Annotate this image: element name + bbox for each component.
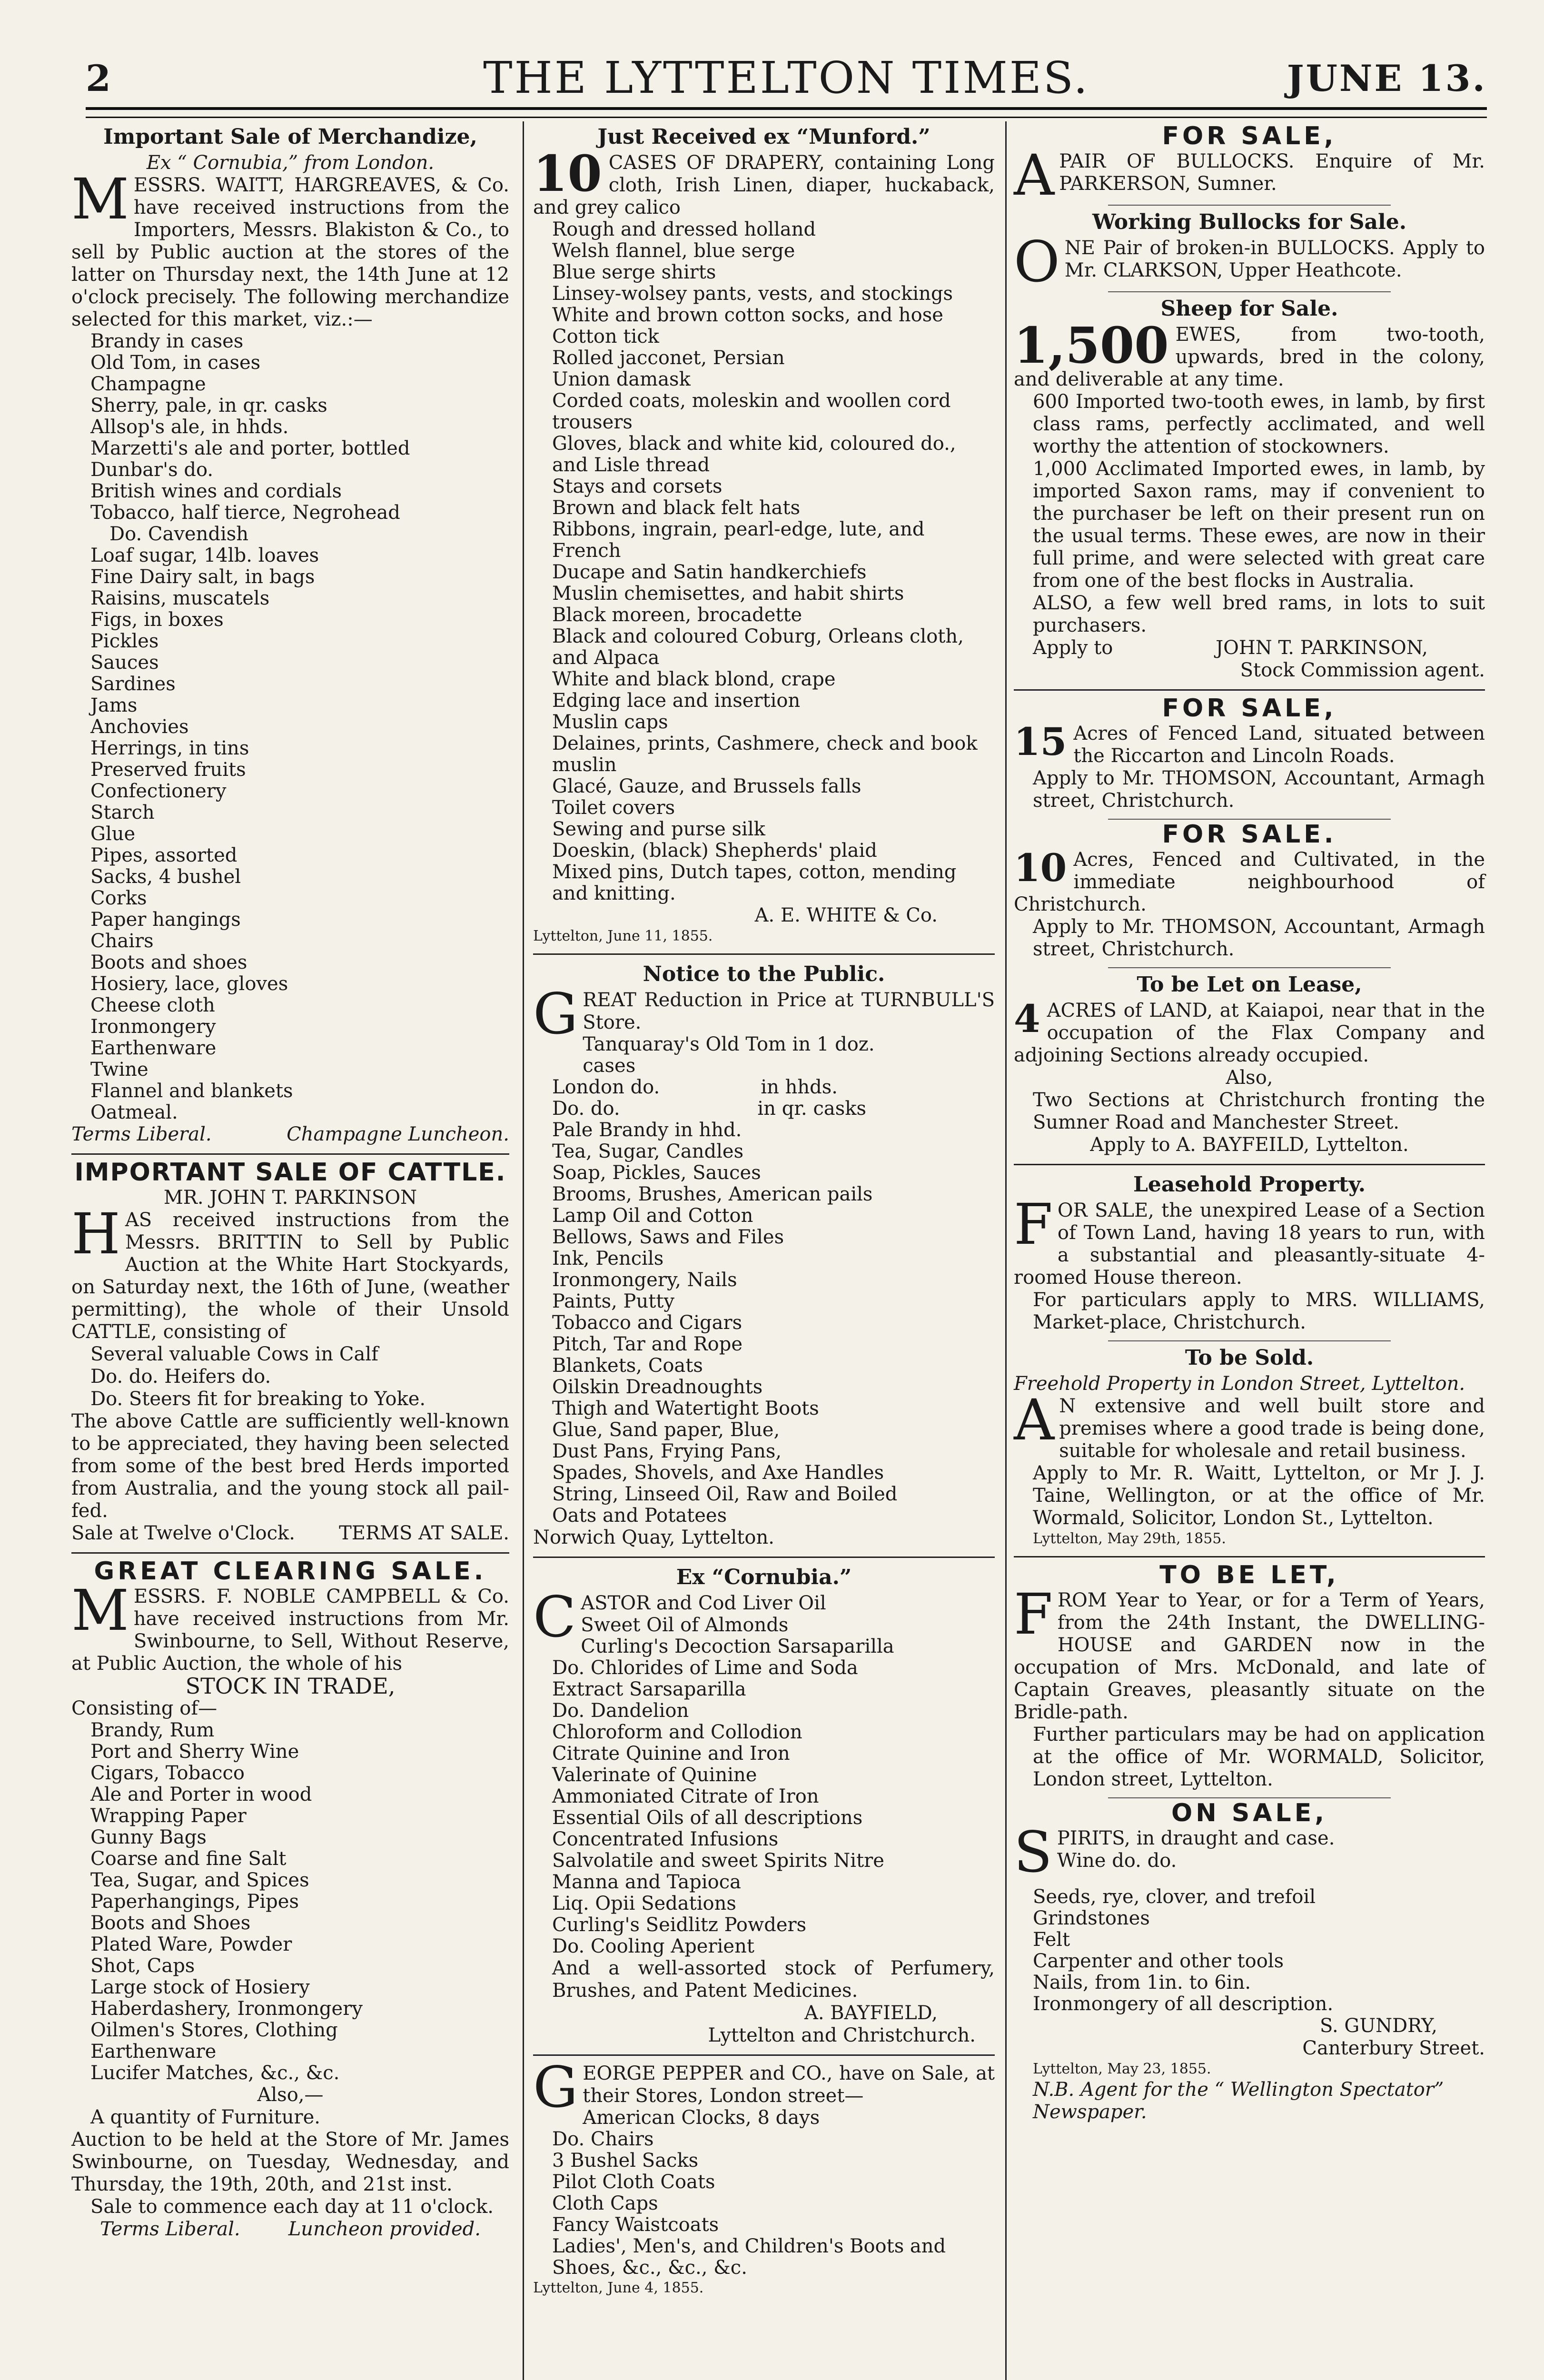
ad-sheep [1014, 296, 1485, 682]
apply: Apply to Mr. THOMSON, Accountant, Armagh street, Christchurch. [1033, 916, 1485, 960]
ad-munford [533, 124, 995, 946]
ad-body: AS received instructions from the Messrs. BRITTIN to Sell by Public Auction at the White Hart Stockyards, on Saturday next, the 16th of June, (weather permitting), the whole of their Unsold CATTLE, consisting of [71, 1209, 509, 1343]
list-item: Toilet covers [552, 797, 675, 819]
list-item: Oats and Potatees [552, 1505, 727, 1527]
list-item: Anchovies [90, 716, 189, 738]
list-item: Valerinate of Quinine [552, 1764, 757, 1786]
list-item: Extract Sarsaparilla [552, 1678, 746, 1700]
stock-list [71, 1720, 509, 2084]
ad-separator [1014, 1164, 1485, 1165]
ad-body: The above Cattle are sufficiently well-known to be appreciated, they having been selected from some of the best bred Herds imported from Australia, and the young stock all pail-fed. [71, 1410, 509, 1522]
list-item: Hosiery, lace, gloves [90, 973, 288, 995]
store-list [533, 1034, 995, 1527]
list-item: 3 Bushel Sacks [552, 2150, 699, 2172]
list-item: Port and Sherry Wine [90, 1741, 299, 1763]
auctioneer: MR. JOHN T. PARKINSON [163, 1187, 417, 1209]
ad-clearing-sale [71, 1557, 509, 2241]
dateline: Lyttelton, May 23, 1855. [1033, 2061, 1211, 2077]
ad-working-bullocks [1014, 209, 1485, 295]
ad-title: Leasehold Property. [1133, 1172, 1366, 1197]
list-item: Brandy, Rum [90, 1719, 215, 1741]
ad-body: CASES OF DRAPERY, containing Long cloth, Irish Linen, diaper, huckaback, and grey calico [533, 152, 995, 218]
ad-title: Important Sale of Merchandize, [103, 125, 477, 149]
list-item: Shot, Caps [90, 1955, 195, 1977]
list-item: Large stock of Hosiery [90, 1976, 310, 1998]
commence: Sale to commence each day at 11 o'clock. [90, 2196, 494, 2218]
ad-body: And a well-assorted stock of Perfumery, Brushes, and Patent Medicines. [552, 1957, 995, 2002]
list-item: Thigh and Watertight Boots [552, 1398, 819, 1419]
also: Also, [1226, 1067, 1273, 1089]
list-item: Tanquaray's Old Tom in 1 doz. cases [583, 1033, 875, 1077]
list-item: Glue, Sand paper, Blue, [552, 1419, 780, 1441]
list-item: Tobacco, half tierce, Negrohead [90, 502, 400, 524]
ad-notice-public [533, 962, 995, 1549]
ad-body: Acres, Fenced and Cultivated, in the immediate neighbourhood of Christchurch. [1014, 849, 1485, 915]
list-item: Sacks, 4 bushel [90, 866, 241, 888]
list-item: Ribbons, ingrain, pearl-edge, lute, and French [552, 518, 925, 562]
list-item: Boots and Shoes [90, 1912, 251, 1934]
ad-body: N extensive and well built store and premises where a good trade is being done, suitable for wholesale and retail business. [1059, 1395, 1485, 1462]
list-item: Lucifer Matches, &c., &c. [90, 2062, 340, 2084]
ad-separator [1014, 689, 1485, 691]
list-item: Do. Chlorides of Lime and Soda [552, 1657, 858, 1679]
agent-note: N.B. Agent for the “ Wellington Spectator” Newspaper. [1033, 2079, 1444, 2123]
ad-to-be-sold [1014, 1345, 1485, 1548]
ad-body: ESSRS. F. NOBLE CAMPBELL & Co. have received instructions from Mr. Swinbourne, to Sell, Without Reserve, at Public Auction, the whole of his [71, 1586, 509, 1675]
list-item: Haberdashery, Ironmongery [90, 1998, 363, 2020]
agent-name: JOHN T. PARKINSON, [1216, 637, 1428, 659]
ad-leasehold [1014, 1172, 1485, 1334]
list-item: Wrapping Paper [90, 1805, 247, 1827]
list-item: Soap, Pickles, Sauces [552, 1162, 761, 1184]
list-item: Cheese cloth [90, 994, 215, 1016]
list-item: Tea, Sugar, and Spices [90, 1869, 309, 1891]
ad-separator [533, 2054, 995, 2056]
column-rule [523, 121, 524, 2380]
list-item-detail: in hhds. [761, 1076, 838, 1098]
list-item: Chloroform and Collodion [552, 1721, 802, 1743]
auction-details: Auction to be held at the Store of Mr. James Swinbourne, on Tuesday, Wednesday, and Thursday, the 19th, 20th, and 21st inst. [71, 2129, 509, 2195]
ad-body: ASTOR and Cod Liver Oil [581, 1592, 826, 1614]
list-item: Fancy Waistcoats [552, 2214, 719, 2236]
ad-body: NE Pair of broken-in BULLOCKS. Apply to Mr. CLARKSON, Upper Heathcote. [1064, 237, 1485, 281]
list-item: Blue serge shirts [552, 261, 716, 283]
list-item: Essential Oils of all descriptions [552, 1807, 863, 1829]
ad-title: GREAT CLEARING SALE. [94, 1557, 487, 1586]
ad-title: Working Bullocks for Sale. [1092, 210, 1407, 234]
column-rule [1005, 121, 1007, 2380]
list-item: Dunbar's do. [90, 459, 214, 481]
list-item: Black moreen, brocadette [552, 604, 802, 626]
list-item: Ironmongery, Nails [552, 1269, 737, 1291]
particulars: For particulars apply to MRS. WILLIAMS, Market-place, Christchurch. [1033, 1289, 1485, 1333]
list-item: Boots and shoes [90, 952, 247, 973]
ad-title: Sheep for Sale. [1160, 297, 1338, 321]
list-item: Cotton tick [552, 326, 659, 347]
list-item: Ducape and Satin handkerchiefs [552, 561, 867, 583]
medicine-list [533, 1615, 995, 1957]
drop-cap: M [71, 1577, 129, 1643]
issue-date: JUNE 13. [1287, 57, 1487, 99]
list-item: Sardines [90, 673, 176, 695]
ad-body: ESSRS. WAITT, HARGREAVES, & Co. have received instructions from the Importers, Messrs. Blakiston & Co., to sell by Public auction at the stores of the latter on Thursday next, the 14th June at 12 o'clock precisely. The following merchandize selected for this market, viz.:— [71, 174, 509, 330]
ad-lease [1014, 972, 1485, 1156]
dateline: Lyttelton, June 4, 1855. [533, 2280, 704, 2296]
list-item: Bellows, Saws and Files [552, 1226, 784, 1248]
ad-separator [71, 1153, 509, 1155]
list-item: Liq. Opii Sedations [552, 1893, 736, 1914]
list-item: Herrings, in tins [90, 737, 249, 759]
drop-cap: A [1014, 142, 1055, 208]
list-item: String, Linseed Oil, Raw and Boiled [552, 1483, 898, 1505]
list-item: Figs, in boxes [90, 609, 224, 631]
list-item: London do. [552, 1076, 660, 1098]
list-item: Sewing and purse silk [552, 818, 765, 840]
list-item: Old Tom, in cases [90, 352, 261, 374]
list-item: Pipes, assorted [90, 844, 238, 866]
list-item: Oilskin Dreadnoughts [552, 1376, 763, 1398]
list-item: Do. Dandelion [552, 1700, 689, 1722]
big-number: 1,500 [1014, 316, 1169, 375]
list-item: Sauces [90, 652, 159, 674]
list-item: Glue [90, 823, 136, 845]
list-item: Confectionery [90, 780, 227, 802]
ad-separator [1108, 1797, 1391, 1798]
apply: Apply to Mr. R. Waitt, Lyttelton, or Mr J. J. Taine, Wellington, or at the office of Mr. Wormald, Solicitor, London St., Lyttelton. [1033, 1462, 1485, 1529]
column-2 [533, 121, 995, 2304]
ad-separator [533, 953, 995, 955]
masthead: THE LYTTELTON TIMES. [483, 52, 1089, 103]
list-item: Ammoniated Citrate of Iron [552, 1785, 819, 1807]
furniture: A quantity of Furniture. [90, 2106, 320, 2128]
list-item: Spades, Shovels, and Axe Handles [552, 1462, 884, 1484]
ad-title: ON SALE, [1171, 1799, 1327, 1827]
list-item: Flannel and blankets [90, 1080, 293, 1102]
list-item: Preserved fruits [90, 759, 246, 781]
list-item: American Clocks, 8 days [583, 2107, 820, 2129]
list-item: White and brown cotton socks, and hose [552, 304, 943, 326]
list-item: Marzetti's ale and porter, bottled [90, 437, 410, 459]
list-item: Plated Ware, Powder [90, 1934, 292, 1955]
ad-land-15 [1014, 694, 1485, 812]
list-item: Wine do. do. [1057, 1850, 1177, 1872]
signature: S. GUNDRY, [1320, 2015, 1437, 2037]
list-item: Salvolatile and sweet Spirits Nitre [552, 1850, 884, 1872]
dateline: Lyttelton, May 29th, 1855. [1033, 1530, 1226, 1547]
list-item: Ink, Pencils [552, 1248, 664, 1269]
list-item: Seeds, rye, clover, and trefoil [1033, 1886, 1316, 1908]
list-item: Pitch, Tar and Rope [552, 1333, 743, 1355]
sale-time: Sale at Twelve o'Clock. [71, 1522, 295, 1544]
list-item: Corded coats, moleskin and woollen cord trousers [552, 390, 951, 433]
list-item: Sherry, pale, in qr. casks [90, 395, 327, 416]
ad-body: PAIR OF BULLOCKS. Enquire of Mr. PARKERSON, Sumner. [1059, 150, 1485, 195]
list-item: Edging lace and insertion [552, 690, 801, 712]
list-item: Blankets, Coats [552, 1355, 703, 1377]
list-item: Carpenter and other tools [1033, 1950, 1284, 1972]
also: Also,— [257, 2084, 324, 2106]
list-item: Gunny Bags [90, 1826, 207, 1848]
luncheon: Luncheon provided. [288, 2218, 481, 2240]
ad-separator [1108, 967, 1391, 968]
list-item: Gloves, black and white kid, coloured do., and Lisle thread [552, 433, 956, 476]
ad-body: ROM Year to Year, or for a Term of Years, from the 24th Instant, the DWELLING-HOUSE and GARDEN now in the occupation of Mrs. McDonald, and late of Captain Greaves, pleasantly situate on the Bridle-path. [1014, 1589, 1485, 1723]
ad-separator [1014, 1556, 1485, 1557]
list-item: Do. do. [552, 1098, 620, 1120]
list-item: Cigars, Tobacco [90, 1762, 245, 1784]
ad-on-sale [1014, 1799, 1485, 2123]
list-item: Several valuable Cows in Calf [90, 1343, 378, 1365]
page-number: 2 [86, 57, 111, 99]
terms: Terms Liberal. [100, 2218, 240, 2240]
drop-cap: G [533, 2054, 578, 2120]
ad-body: EORGE PEPPER and CO., have on Sale, at their Stores, London street— [583, 2063, 995, 2107]
ad-separator [1108, 819, 1391, 820]
big-number: 4 [1014, 996, 1040, 1041]
ad-body: 1,000 Acclimated Imported ewes, in lamb, by imported Saxon rams, may if convenient to the purchaser be left on their present run on the usual terms. These ewes, are now in their full prime, and were selected with great care from one of the best flocks in Australia. [1033, 458, 1485, 592]
particulars: Further particulars may be had on application at the office of Mr. WORMALD, Solicitor, London street, Lyttelton. [1033, 1724, 1485, 1790]
ad-cornubia [533, 1565, 995, 2047]
list-item: Dust Pans, Frying Pans, [552, 1440, 782, 1462]
agent-role: Stock Commission agent. [1240, 659, 1485, 681]
drop-cap: F [1014, 1191, 1053, 1257]
list-item: Jams [90, 694, 138, 716]
ad-merchandize [71, 124, 509, 1146]
drop-cap: O [1014, 229, 1060, 295]
list-item: White and black blond, crape [552, 668, 836, 690]
list-item: Linsey-wolsey pants, vests, and stockings [552, 283, 953, 305]
ad-title: FOR SALE. [1162, 820, 1337, 849]
signature: A. E. WHITE & Co. [754, 904, 938, 926]
list-item: Nails, from 1in. to 6in. [1033, 1972, 1251, 1993]
list-item: Champagne [90, 373, 206, 395]
ad-separator [533, 1557, 995, 1558]
list-item: Allsop's ale, in hhds. [90, 416, 289, 438]
ad-title: TO BE LET, [1159, 1561, 1339, 1589]
list-item: Rough and dressed holland [552, 218, 816, 240]
list-item: Welsh flannel, blue serge [552, 240, 795, 262]
apply: Apply to Mr. THOMSON, Accountant, Armagh street, Christchurch. [1033, 767, 1485, 812]
drop-cap: H [71, 1201, 120, 1267]
apply: Apply to A. BAYFEILD, Lyttelton. [1090, 1134, 1409, 1156]
ad-title: Just Received ex “Munford.” [597, 125, 930, 149]
list-item: Citrate Quinine and Iron [552, 1743, 790, 1765]
ad-body: EWES, from two-tooth, upwards, bred in the colony, and deliverable at any time. [1014, 324, 1485, 390]
list-item: Ale and Porter in wood [90, 1784, 312, 1805]
ad-land-10 [1014, 820, 1485, 961]
list-item: Do. Chairs [552, 2128, 654, 2150]
list-item: Paints, Putty [552, 1290, 674, 1312]
list-item: Do. Cooling Aperient [552, 1935, 754, 1957]
ad-title: To be Let on Lease, [1137, 972, 1362, 997]
list-item: British wines and cordials [90, 480, 342, 502]
list-item: Chairs [90, 930, 154, 952]
list-item: Stays and corsets [552, 476, 723, 497]
ad-pepper [533, 2054, 995, 2298]
consisting: Consisting of— [71, 1697, 218, 1719]
list-item: Coarse and fine Salt [90, 1848, 287, 1870]
signature: A. BAYFIELD, [804, 2002, 938, 2024]
list-item: Ironmongery of all description. [1033, 1993, 1334, 2015]
ad-body: REAT Reduction in Price at TURNBULL'S Store. [583, 989, 995, 1033]
list-item: Sweet Oil of Almonds [581, 1614, 789, 1636]
pepper-list [533, 2107, 995, 2279]
column-1 [71, 121, 509, 2247]
stock-heading: STOCK IN TRADE, [185, 1673, 396, 1699]
list-item: Paper hangings [90, 909, 241, 931]
list-item: Union damask [552, 368, 691, 390]
list-item: Tea, Sugar, Candles [552, 1140, 744, 1162]
list-item: Brooms, Brushes, American pails [552, 1183, 873, 1205]
big-number: 10 [533, 144, 602, 203]
list-item-detail: in qr. casks [757, 1098, 866, 1120]
ad-body: 600 Imported two-tooth ewes, in lamb, by first class rams, perfectly acclimated, and well worthy the attention of stockowners. [1033, 391, 1485, 457]
list-item: Curling's Decoction Sarsaparilla [581, 1636, 894, 1657]
drop-cap: G [533, 981, 578, 1047]
drop-cap: A [1014, 1387, 1055, 1453]
list-item: Do. do. Heifers do. [90, 1366, 271, 1388]
ad-title: FOR SALE, [1162, 694, 1337, 723]
big-number: 15 [1014, 719, 1067, 764]
list-item: Tobacco and Cigars [552, 1312, 742, 1334]
ad-body: PIRITS, in draught and case. [1057, 1827, 1335, 1849]
big-number: 10 [1014, 845, 1067, 890]
list-item: Delaines, prints, Cashmere, check and book muslin [552, 733, 978, 776]
list-item: Rolled jacconet, Persian [552, 347, 785, 369]
ad-separator [1108, 1340, 1391, 1341]
list-item: Raisins, muscatels [90, 587, 270, 609]
list-item: Ladies', Men's, and Children's Boots and Shoes, &c., &c., &c. [552, 2235, 946, 2279]
list-item: Grindstones [1033, 1907, 1150, 1929]
ad-subtitle: Ex “ Cornubia,” from London. [146, 152, 435, 174]
sale-list [1014, 1886, 1485, 2015]
ad-bullocks [1014, 122, 1485, 208]
drop-cap: M [71, 166, 129, 232]
drop-cap: F [1014, 1581, 1053, 1647]
list-item: Earthenware [90, 1037, 217, 1059]
list-item: Corks [90, 887, 147, 909]
ad-separator [1108, 291, 1391, 292]
ad-title: FOR SALE, [1162, 122, 1337, 150]
list-item: Manna and Tapioca [552, 1871, 741, 1893]
ad-title: IMPORTANT SALE OF CATTLE. [74, 1158, 506, 1187]
list-item: Twine [90, 1059, 148, 1081]
street: Canterbury Street. [1302, 2037, 1485, 2059]
list-item: Oilmen's Stores, Clothing [90, 2019, 338, 2041]
list-item: Pilot Cloth Coats [552, 2171, 715, 2193]
list-item: Mixed pins, Dutch tapes, cotton, mending and knitting. [552, 861, 957, 904]
ad-body: OR SALE, the unexpired Lease of a Section of Town Land, having 18 years to run, with a substantial and pleasantly-situate 4-roomed House thereon. [1014, 1200, 1485, 1289]
list-item: Brandy in cases [90, 330, 244, 352]
ad-to-let [1014, 1561, 1485, 1791]
list-item: Loaf sugar, 14lb. loaves [90, 545, 319, 566]
ad-body: Acres of Fenced Land, situated between the Riccarton and Lincoln Roads. [1073, 723, 1485, 767]
list-item: Fine Dairy salt, in bags [90, 566, 315, 588]
list-item: Felt [1033, 1929, 1070, 1951]
list-item: Do. Cavendish [109, 523, 249, 545]
ad-body: ACRES of LAND, at Kaiapoi, near that in the occupation of the Flax Company and adjoining Sections already occupied. [1014, 1000, 1485, 1066]
list-item: Curling's Seidlitz Powders [552, 1914, 807, 1936]
list-item: Glacé, Gauze, and Brussels falls [552, 775, 861, 797]
ad-body: Two Sections at Christchurch fronting the Sumner Road and Manchester Street. [1033, 1089, 1485, 1133]
apply: Apply to [1033, 637, 1113, 659]
drop-cap: S [1014, 1819, 1052, 1885]
ad-separator [1108, 205, 1391, 206]
ad-subtitle: Freehold Property in London Street, Lyttelton. [1014, 1373, 1465, 1395]
ad-title: Ex “Cornubia.” [676, 1565, 852, 1589]
terms: Terms Liberal. [71, 1123, 212, 1145]
list-item: Muslin chemisettes, and habit shirts [552, 583, 904, 605]
list-item: Ironmongery [90, 1016, 216, 1038]
list-item: Paperhangings, Pipes [90, 1891, 299, 1913]
list-item: Cloth Caps [552, 2192, 658, 2214]
dateline: Lyttelton, June 11, 1855. [533, 928, 713, 944]
header-rule [86, 107, 1487, 118]
list-item: Doeskin, (black) Shepherds' plaid [552, 840, 877, 862]
address: Norwich Quay, Lyttelton. [533, 1527, 774, 1548]
drapery-list [533, 219, 995, 904]
list-item: Pale Brandy in hhd. [552, 1119, 742, 1141]
list-item: Lamp Oil and Cotton [552, 1205, 753, 1227]
luncheon: Champagne Luncheon. [287, 1123, 509, 1145]
list-item: Do. Steers fit for breaking to Yoke. [90, 1388, 426, 1410]
list-item: Starch [90, 802, 155, 823]
list-item: Pickles [90, 630, 159, 652]
ad-separator [71, 1552, 509, 1554]
ad-cattle [71, 1158, 509, 1545]
ad-title: To be Sold. [1185, 1346, 1314, 1370]
drop-cap: C [533, 1584, 576, 1650]
place: Lyttelton and Christchurch. [708, 2024, 976, 2046]
merch-list [71, 331, 509, 1123]
list-item: Oatmeal. [90, 1101, 178, 1123]
list-item: Brown and black felt hats [552, 497, 801, 519]
terms: TERMS AT SALE. [339, 1522, 509, 1544]
ad-body: ALSO, a few well bred rams, in lots to suit purchasers. [1033, 592, 1485, 636]
ad-title: Notice to the Public. [643, 962, 885, 986]
list-item: Muslin caps [552, 711, 668, 733]
list-item: Concentrated Infusions [552, 1828, 779, 1850]
column-3 [1014, 121, 1485, 2130]
list-item: Black and coloured Coburg, Orleans cloth, and Alpaca [552, 625, 964, 669]
list-item: Earthenware [90, 2041, 217, 2063]
